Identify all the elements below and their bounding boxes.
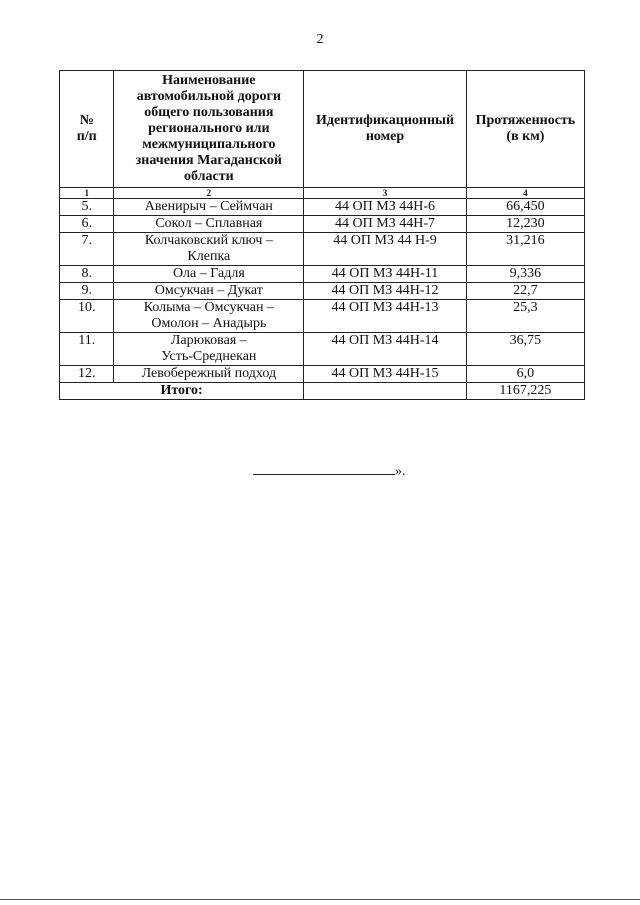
table-row xyxy=(60,216,585,233)
bottom-rule xyxy=(0,899,640,900)
road-name: Сокол – Сплавная xyxy=(114,216,304,233)
total-label: Итого: xyxy=(60,383,304,400)
page-number: 2 xyxy=(316,32,324,47)
row-number: 10. xyxy=(60,300,114,333)
road-id: 44 ОП МЗ 44Н-14 xyxy=(304,333,467,366)
column-index: 3 xyxy=(304,188,467,199)
column-index: 1 xyxy=(60,188,114,199)
road-length: 66,450 xyxy=(466,199,584,216)
closing-quote: ». xyxy=(395,464,406,479)
road-id: 44 ОП МЗ 44Н-12 xyxy=(304,283,467,300)
road-id: 44 ОП МЗ 44 Н-9 xyxy=(304,233,467,266)
total-value: 1167,225 xyxy=(466,383,584,400)
row-number: 5. xyxy=(60,199,114,216)
column-index: 4 xyxy=(466,188,584,199)
road-length: 9,336 xyxy=(466,266,584,283)
column-index: 2 xyxy=(114,188,304,199)
road-id: 44 ОП МЗ 44Н-6 xyxy=(304,199,467,216)
header-road-name: Наименование автомобильной дороги общего пользования регионального или межмуниципального значения Магаданской области xyxy=(114,71,304,188)
table-row xyxy=(60,366,585,383)
column-index-row xyxy=(60,188,585,199)
header-id-number: Идентификационный номер xyxy=(304,71,467,188)
row-number: 12. xyxy=(60,366,114,383)
road-id: 44 ОП МЗ 44Н-13 xyxy=(304,300,467,333)
closing-line xyxy=(253,462,406,480)
total-row xyxy=(60,383,585,400)
table-row xyxy=(60,283,585,300)
road-name: Ларюковая – Усть-Среднекан xyxy=(114,333,304,366)
row-number: 11. xyxy=(60,333,114,366)
row-number: 8. xyxy=(60,266,114,283)
road-name: Левобережный подход xyxy=(114,366,304,383)
header-length: Протяженность (в км) xyxy=(466,71,584,188)
road-name: Колчаковский ключ – Клепка xyxy=(114,233,304,266)
header-number: № п/п xyxy=(60,71,114,188)
road-name: Колыма – Омсукчан – Омолон – Анадырь xyxy=(114,300,304,333)
road-id: 44 ОП МЗ 44Н-7 xyxy=(304,216,467,233)
row-number: 6. xyxy=(60,216,114,233)
table-row xyxy=(60,233,585,266)
road-length: 22,7 xyxy=(466,283,584,300)
table-header-row xyxy=(60,71,585,188)
road-length: 31,216 xyxy=(466,233,584,266)
road-length: 6,0 xyxy=(466,366,584,383)
row-number: 7. xyxy=(60,233,114,266)
table-row xyxy=(60,266,585,283)
total-empty-cell xyxy=(304,383,467,400)
signature-underline xyxy=(253,462,395,475)
row-number: 9. xyxy=(60,283,114,300)
road-id: 44 ОП МЗ 44Н-15 xyxy=(304,366,467,383)
table-row xyxy=(60,333,585,366)
road-name: Ола – Гадля xyxy=(114,266,304,283)
road-length: 12,230 xyxy=(466,216,584,233)
road-length: 36,75 xyxy=(466,333,584,366)
table-row xyxy=(60,199,585,216)
road-length: 25,3 xyxy=(466,300,584,333)
road-name: Омсукчан – Дукат xyxy=(114,283,304,300)
table-row xyxy=(60,300,585,333)
roads-table xyxy=(59,70,585,400)
road-id: 44 ОП МЗ 44Н-11 xyxy=(304,266,467,283)
road-name: Авенирыч – Сеймчан xyxy=(114,199,304,216)
